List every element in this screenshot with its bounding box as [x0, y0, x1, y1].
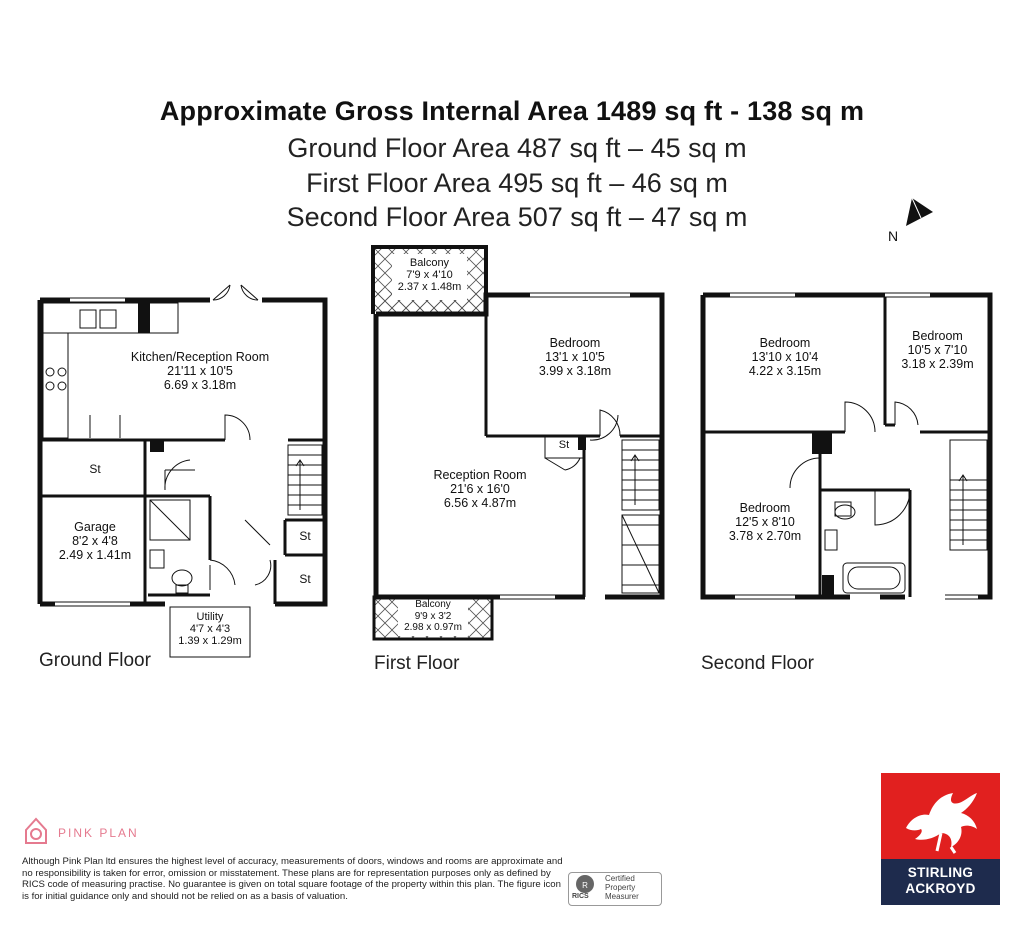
- agent-logo-panel: [881, 773, 1000, 859]
- room-name: Kitchen/Reception Room: [130, 350, 270, 364]
- agent-name-line-2: ACKROYD: [905, 881, 976, 896]
- area-title: Approximate Gross Internal Area 1489 sq ft - 138 sq m: [159, 96, 865, 126]
- room-metric: 2.37 x 1.48m: [397, 281, 462, 293]
- pink-plan-brand: PINK PLAN: [58, 826, 139, 840]
- rics-certification: [605, 874, 639, 901]
- room-metric: 1.39 x 1.29m: [178, 635, 242, 647]
- room-imperial: 7'9 x 4'10: [406, 269, 453, 281]
- room-name: Bedroom: [759, 336, 811, 350]
- second-floor-bedroom-3: [710, 501, 820, 543]
- room-imperial: 10'5 x 7'10: [907, 343, 968, 357]
- room-metric: 3.78 x 2.70m: [728, 529, 802, 543]
- room-metric: 3.99 x 3.18m: [538, 364, 612, 378]
- room-name: Bedroom: [912, 329, 963, 343]
- garage: [45, 520, 145, 562]
- room-name: Reception Room: [433, 468, 527, 482]
- north-arrow-icon: [906, 198, 933, 226]
- room-imperial: 4'7 x 4'3: [189, 623, 231, 635]
- first-floor-store-label: St: [558, 439, 570, 451]
- disclaimer-text: Although Pink Plan ltd ensures the highest level of accuracy, measurements of doors, windows and rooms are approximate and no responsibility is taken for error, omission or misstatement. These plans are for representation purposes only as defined by RICS code of measuring practise. No guarantee is given on total square footage of the property within this plan. The figure icon is for initial guidance only and should not be relied on as a basis of valuation.: [22, 856, 563, 902]
- room-metric: 4.22 x 3.15m: [748, 364, 822, 378]
- room-imperial: 13'10 x 10'4: [751, 350, 819, 364]
- room-name: Balcony: [409, 257, 450, 269]
- second-floor-bedroom-2: [890, 329, 985, 371]
- griffin-logo-icon: [881, 773, 1000, 859]
- room-name: Balcony: [415, 599, 451, 610]
- first-floor-bedroom: [515, 336, 635, 378]
- room-metric: 6.69 x 3.18m: [163, 378, 237, 392]
- store-room-label: St: [89, 462, 101, 476]
- room-name: Bedroom: [549, 336, 601, 350]
- room-name: Garage: [74, 520, 116, 534]
- room-imperial: 13'1 x 10'5: [545, 350, 605, 364]
- room-metric: 2.98 x 0.97m: [404, 622, 462, 633]
- agent-name-panel: [881, 859, 1000, 905]
- kitchen-reception-room: [95, 350, 305, 392]
- rics-label: RICS: [572, 893, 589, 900]
- ground-floor-area: Ground Floor Area 487 sq ft – 45 sq m: [287, 133, 747, 163]
- second-floor-bedroom-1: [725, 336, 845, 378]
- room-metric: 6.56 x 4.87m: [443, 496, 517, 510]
- store-room-label-3: St: [299, 572, 311, 586]
- room-imperial: 8'2 x 4'8: [72, 534, 118, 548]
- agent-name-line-1: STIRLING: [907, 865, 974, 880]
- store-room-label-2: St: [299, 529, 311, 543]
- room-metric: 2.49 x 1.41m: [58, 548, 132, 562]
- ground-floor-label: Ground Floor: [39, 650, 151, 671]
- room-imperial: 21'11 x 10'5: [167, 364, 233, 378]
- second-floor-label: Second Floor: [701, 653, 815, 674]
- svg-text:R: R: [582, 881, 588, 890]
- first-floor-label: First Floor: [374, 653, 460, 674]
- rics-cert-line-3: Measurer: [605, 892, 639, 901]
- north-label: N: [888, 228, 899, 244]
- utility-room: [170, 611, 250, 647]
- balcony-top: [392, 257, 467, 293]
- rics-cert-line-1: Certified: [605, 874, 635, 883]
- reception-room: [410, 468, 550, 510]
- rics-cert-line-2: Property: [605, 883, 636, 892]
- first-floor-area: First Floor Area 495 sq ft – 46 sq m: [306, 168, 728, 198]
- pink-plan-logo-icon: [26, 819, 46, 843]
- room-imperial: 21'6 x 16'0: [450, 482, 510, 496]
- room-name: Utility: [196, 611, 224, 623]
- room-imperial: 12'5 x 8'10: [735, 515, 795, 529]
- room-metric: 3.18 x 2.39m: [901, 357, 974, 371]
- second-floor-area: Second Floor Area 507 sq ft – 47 sq m: [286, 202, 748, 232]
- room-name: Bedroom: [739, 501, 791, 515]
- balcony-bottom: [398, 599, 468, 634]
- room-imperial: 9'9 x 3'2: [414, 610, 452, 622]
